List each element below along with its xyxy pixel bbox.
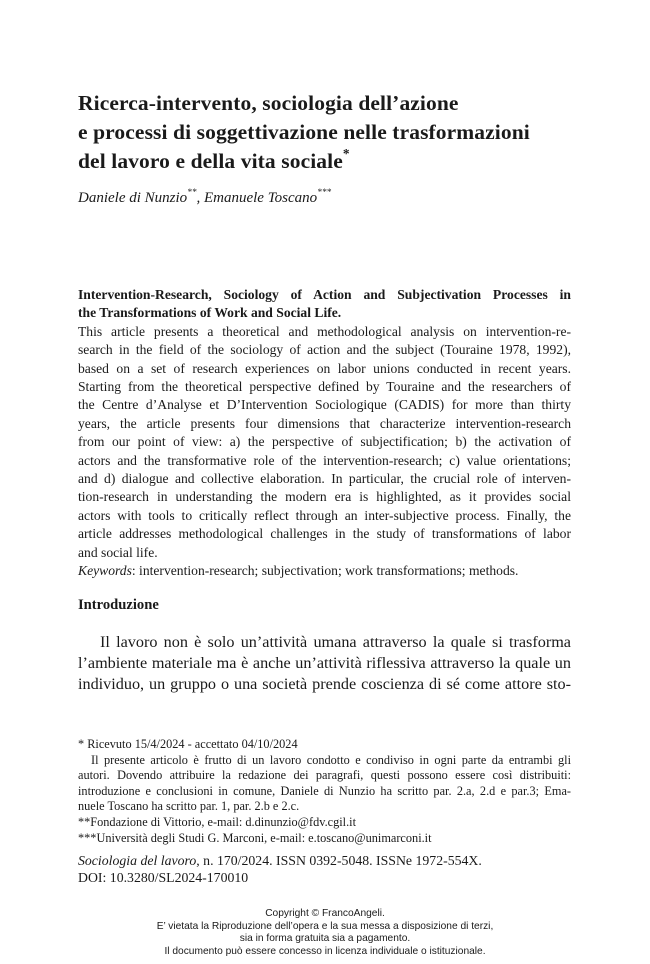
title-line: Ricerca-intervento, sociologia dell’azione <box>78 91 459 115</box>
footnotes <box>78 737 571 846</box>
title-line-text: del lavoro e della vita sociale <box>78 149 343 173</box>
author-footnote-mark: *** <box>317 187 332 198</box>
doi: DOI: 10.3280/SL2024-170010 <box>78 870 249 885</box>
abstract-line: actors and the transformative role of the intervention-research; c) value orientations; <box>78 452 571 468</box>
title-line <box>78 147 598 176</box>
abstract-line: tion-research in understanding the modern era is highlighted, as it provides social <box>78 489 571 505</box>
abstract-heading: Intervention-Research, Sociology of Action and Subjectivation Processes in <box>78 287 571 302</box>
abstract <box>78 286 571 581</box>
author-footnote-mark: ** <box>187 187 197 198</box>
journal-name: Sociologia del lavoro <box>78 853 197 868</box>
article-title <box>78 89 598 176</box>
abstract-line: This article presents a theoretical and methodological analysis on intervention-re- <box>78 323 571 339</box>
copyright-line: Il documento può essere concesso in licenza individuale o istituzionale. <box>164 945 486 957</box>
footnote-line: autori. Dovendo attribuire la redazione dei paragrafi, questi possono essere così distribuiti: <box>78 768 571 783</box>
author-separator: , <box>196 190 204 206</box>
body-line: individuo, un gruppo o una società prende coscienza di sé come attore sto- <box>78 674 571 693</box>
authors <box>78 187 332 207</box>
copyright-line: Copyright © FrancoAngeli. <box>265 908 385 919</box>
author-name: Emanuele Toscano <box>203 190 318 206</box>
title-line: e processi di soggettivazione nelle trasformazioni <box>78 120 530 144</box>
journal-info <box>78 852 571 886</box>
abstract-line: years, the article presents four dimensions that characterize intervention-research <box>78 415 571 431</box>
copyright-line: E’ vietata la Riproduzione dell’opera e la sua messa a disposizione di terzi, <box>156 920 494 932</box>
abstract-line: the Centre d’Analyse et D’Intervention Sociologique (CADIS) for more than thirty <box>78 397 571 413</box>
received-note: * Ricevuto 15/4/2024 - accettato 04/10/2024 <box>78 737 298 751</box>
abstract-line: and d) dialogue and collective elaboration. In particular, the crucial role of interven- <box>78 471 571 487</box>
abstract-line: actors with tools to critically reflect through an inter-subjective process. Finally, the <box>78 507 571 523</box>
author-name: Daniele di Nunzio <box>78 190 188 206</box>
abstract-line: article addresses methodological challenges in the study of transformations of labor <box>78 526 571 542</box>
journal-citation <box>78 852 571 869</box>
journal-details: , n. 170/2024. ISSN 0392-5048. ISSNe 1972-554X. <box>196 853 482 868</box>
keywords <box>78 562 571 580</box>
abstract-line: Starting from the theoretical perspective defined by Touraine and the researchers of <box>78 379 571 395</box>
copyright-notice <box>0 908 650 958</box>
title-footnote-mark: * <box>342 145 350 161</box>
footnote-line: introduzione e conclusioni in comune, Daniele di Nunzio ha scritto par. 2.a, 2.d e par.3; Ema- <box>78 783 571 798</box>
keywords-label: Keywords <box>78 563 132 579</box>
section-heading: Introduzione <box>78 597 159 613</box>
body-line: Il lavoro non è solo un’attività umana attraverso la quale si trasforma <box>100 633 571 651</box>
keywords-text: : intervention-research; subjectivation; work transformations; methods. <box>131 563 519 579</box>
copyright-line: sia in forma gratuita sia a pagamento. <box>239 933 411 945</box>
abstract-line: and social life. <box>78 544 158 560</box>
body-line: l’ambiente materiale ma è anche un’attività riflessiva attraverso la quale un <box>78 653 571 672</box>
abstract-line: search in the field of the sociology of action and the subject (Touraine 1978, 1992), <box>78 342 571 358</box>
abstract-heading: the Transformations of Work and Social Life. <box>78 305 342 321</box>
footnote-line: Il presente articolo è frutto di un lavoro condotto e condiviso in ogni parte da entrambi gli <box>91 752 571 767</box>
footnote-line: nuele Toscano ha scritto par. 1, par. 2.b e 2.c. <box>78 799 300 814</box>
abstract-line: from our point of view: a) the perspective of subjectification; b) the activation of <box>78 434 571 450</box>
affiliation-note: ***Università degli Studi G. Marconi, e-mail: e.toscano@unimarconi.it <box>78 830 432 845</box>
abstract-line: based on a set of research experiences on labor unions conducted in recent years. <box>78 360 571 376</box>
body-paragraph <box>78 632 571 694</box>
affiliation-note: **Fondazione di Vittorio, e-mail: d.dinunzio@fdv.cgil.it <box>78 814 357 829</box>
